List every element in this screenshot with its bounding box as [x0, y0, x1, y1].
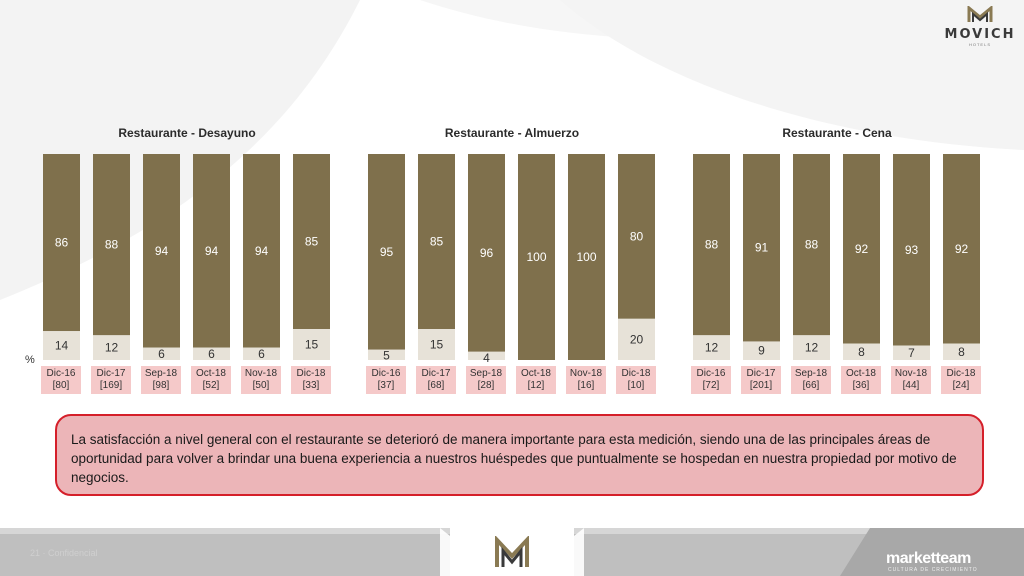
- panel-title-desayuno: Restaurante - Desayuno: [118, 126, 256, 140]
- category-name: Nov-18: [244, 368, 278, 379]
- category-base: [36]: [852, 380, 870, 391]
- category-name: Sep-18: [794, 368, 828, 379]
- category-label-1-5: [616, 366, 656, 394]
- bar-top-label-2-3: 92: [854, 241, 869, 256]
- category-label-1-3: [516, 366, 556, 394]
- bar-top-label-1-3: 100: [526, 250, 547, 264]
- category-label-0-5: [291, 366, 331, 394]
- category-base: [12]: [527, 380, 545, 391]
- bar-top-label-2-0: 88: [704, 237, 719, 252]
- category-base: [68]: [427, 380, 445, 391]
- bar-bottom-label-0-5: 15: [304, 337, 319, 352]
- bar-bottom-label-0-2: 6: [158, 346, 165, 361]
- footer-logo-icon: [494, 536, 530, 570]
- category-name: Dic-16: [696, 368, 726, 379]
- category-label-0-1: [91, 366, 131, 394]
- marketteam-brand-sub: CULTURA DE CRECIMIENTO: [888, 567, 978, 573]
- category-base: [169]: [99, 380, 123, 391]
- category-base: [28]: [477, 380, 495, 391]
- bar-bottom-label-0-1: 12: [104, 340, 119, 355]
- bar-top-label-0-1: 88: [104, 237, 119, 252]
- category-base: [80]: [52, 380, 70, 391]
- category-base: [201]: [749, 380, 773, 391]
- category-base: [16]: [577, 380, 595, 391]
- category-label-2-5: [941, 366, 981, 394]
- category-base: [10]: [627, 380, 645, 391]
- category-label-0-3: [191, 366, 231, 394]
- bar-top-label-1-5: 80: [629, 229, 644, 244]
- bar-top-label-0-4: 94: [254, 243, 269, 258]
- bar-bottom-label-1-5: 20: [629, 332, 644, 347]
- category-name: Dic-16: [371, 368, 401, 379]
- bar-bottom-label-0-3: 6: [208, 346, 215, 361]
- category-base: [50]: [252, 380, 270, 391]
- bar-top-label-0-5: 85: [304, 234, 319, 249]
- bar-bottom-label-0-4: 6: [258, 346, 265, 361]
- category-label-2-0: [691, 366, 731, 394]
- panel-title-almuerzo: Restaurante - Almuerzo: [444, 126, 580, 140]
- bar-bottom-label-2-1: 9: [758, 343, 765, 358]
- category-base: [33]: [302, 380, 320, 391]
- category-label-2-3: [841, 366, 881, 394]
- bar-bottom-label-2-4: 7: [908, 345, 915, 360]
- category-base: [37]: [377, 380, 395, 391]
- bar-bottom-label-2-5: 8: [958, 344, 965, 359]
- category-name: Oct-18: [520, 368, 551, 379]
- category-base: [44]: [902, 380, 920, 391]
- category-base: [66]: [802, 380, 820, 391]
- category-name: Nov-18: [894, 368, 928, 379]
- bar-top-label-2-1: 91: [754, 240, 769, 255]
- category-name: Oct-18: [195, 368, 226, 379]
- bar-top-label-2-5: 92: [954, 241, 969, 256]
- category-label-2-1: [741, 366, 781, 394]
- category-name: Dic-18: [946, 368, 976, 379]
- category-name: Dic-16: [46, 368, 76, 379]
- category-label-2-2: [791, 366, 831, 394]
- bar-bottom-label-2-3: 8: [858, 344, 865, 359]
- category-name: Dic-17: [96, 368, 126, 379]
- category-base: [72]: [702, 380, 720, 391]
- category-name: Dic-18: [621, 368, 651, 379]
- category-base: [98]: [152, 380, 170, 391]
- bar-top-label-1-4: 100: [576, 250, 597, 264]
- bar-bottom-label-1-1: 15: [429, 337, 444, 352]
- bar-top-label-1-1: 85: [429, 234, 444, 249]
- logo-sub: HOTELS: [968, 42, 991, 47]
- percent-unit-label: %: [25, 354, 35, 366]
- bar-top-label-1-0: 95: [379, 244, 394, 259]
- category-label-1-4: [566, 366, 606, 394]
- logo-name: MOVICH: [944, 27, 1016, 42]
- category-base: [24]: [952, 380, 970, 391]
- category-name: Dic-18: [296, 368, 326, 379]
- bar-bottom-label-2-0: 12: [704, 340, 719, 355]
- bar-bottom-label-1-0: 5: [383, 348, 390, 363]
- category-label-0-2: [141, 366, 181, 394]
- category-name: Nov-18: [569, 368, 603, 379]
- bar-top-label-2-4: 93: [904, 242, 919, 257]
- summary-note: La satisfacción a nivel general con el restaurante se deterioró de manera importante para esta medición, siendo una de las principales áreas de oportunidad para volver a brindar una buena experiencia a nuestros huéspedes que puntualmente se hospedan en nuestra propiedad por motivo de negocios.: [55, 414, 984, 496]
- bar-top-label-0-3: 94: [204, 243, 219, 258]
- bar-top-label-0-2: 94: [154, 243, 169, 258]
- bar-top-label-2-2: 88: [804, 237, 819, 252]
- bar-top-label-0-0: 86: [54, 235, 69, 250]
- category-label-2-4: [891, 366, 931, 394]
- category-label-0-4: [241, 366, 281, 394]
- category-name: Sep-18: [469, 368, 503, 379]
- category-label-1-1: [416, 366, 456, 394]
- bar-bottom-label-0-0: 14: [54, 338, 69, 353]
- bar-bottom-label-1-2: 4: [483, 350, 490, 365]
- category-name: Sep-18: [144, 368, 178, 379]
- panel-title-cena: Restaurante - Cena: [782, 126, 892, 140]
- category-label-1-0: [366, 366, 406, 394]
- footer-page-text: 21 · Confidencial: [30, 548, 98, 558]
- category-base: [52]: [202, 380, 220, 391]
- marketteam-brand: marketteam: [886, 550, 971, 567]
- category-name: Dic-17: [421, 368, 451, 379]
- category-label-1-2: [466, 366, 506, 394]
- category-name: Dic-17: [746, 368, 776, 379]
- bar-top-label-1-2: 96: [479, 245, 494, 260]
- bar-bottom-label-2-2: 12: [804, 340, 819, 355]
- category-name: Oct-18: [845, 368, 876, 379]
- category-label-0-0: [41, 366, 81, 394]
